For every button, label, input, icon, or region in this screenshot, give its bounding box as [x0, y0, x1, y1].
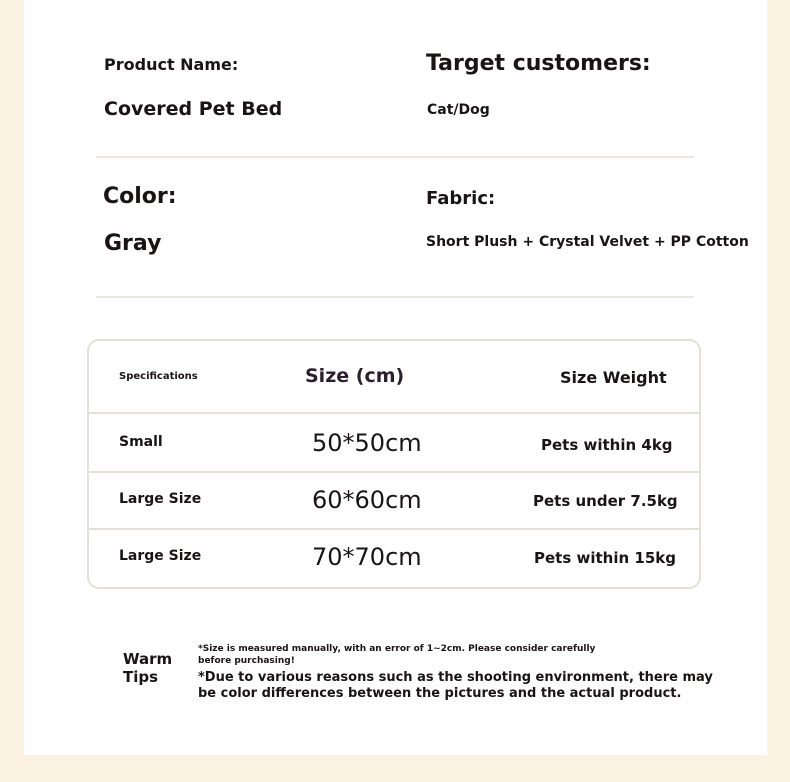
- row-divider: [89, 528, 699, 530]
- target-customers-label: Target customers:: [426, 51, 651, 76]
- info-card: [24, 0, 767, 755]
- color-value: Gray: [104, 231, 162, 256]
- fabric-value: Short Plush + Crystal Velvet + PP Cotton: [426, 234, 749, 250]
- fabric-label: Fabric:: [426, 188, 496, 209]
- row-weight: Pets under 7.5kg: [533, 492, 678, 510]
- row-weight: Pets within 15kg: [534, 549, 676, 567]
- header-size: Size (cm): [305, 365, 405, 387]
- tip-note2-line2: be color differences between the pictures and the actual product.: [198, 686, 682, 701]
- target-customers-value: Cat/Dog: [427, 102, 490, 118]
- tip-note2-line1: *Due to various reasons such as the shooting environment, there may: [198, 670, 713, 685]
- header-specifications: Specifications: [119, 371, 198, 382]
- row-divider: [89, 471, 699, 473]
- row-name: Small: [119, 434, 163, 450]
- color-label: Color:: [103, 184, 177, 209]
- warm-tips-label: [123, 650, 172, 686]
- divider: [96, 156, 694, 158]
- tip-note1-line2: before purchasing!: [198, 656, 295, 666]
- row-name: Large Size: [119, 548, 202, 564]
- warm-tips-label-line1: Warm: [123, 650, 173, 668]
- divider: [96, 296, 694, 298]
- specifications-table: [87, 339, 701, 589]
- row-size: 70*70cm: [312, 543, 422, 571]
- tip-note1-line1: *Size is measured manually, with an error of 1~2cm. Please consider carefully: [198, 644, 596, 654]
- tip-color-note: [198, 670, 713, 702]
- row-name: Large Size: [119, 491, 202, 507]
- product-name-label: Product Name:: [104, 55, 239, 74]
- row-size: 60*60cm: [312, 486, 422, 514]
- row-size: 50*50cm: [312, 429, 422, 457]
- row-weight: Pets within 4kg: [541, 436, 673, 454]
- tip-measurement-note: [198, 643, 595, 667]
- row-divider: [89, 412, 699, 414]
- header-size-weight: Size Weight: [560, 368, 667, 387]
- product-name-value: Covered Pet Bed: [104, 98, 283, 120]
- warm-tips-label-line2: Tips: [123, 668, 159, 686]
